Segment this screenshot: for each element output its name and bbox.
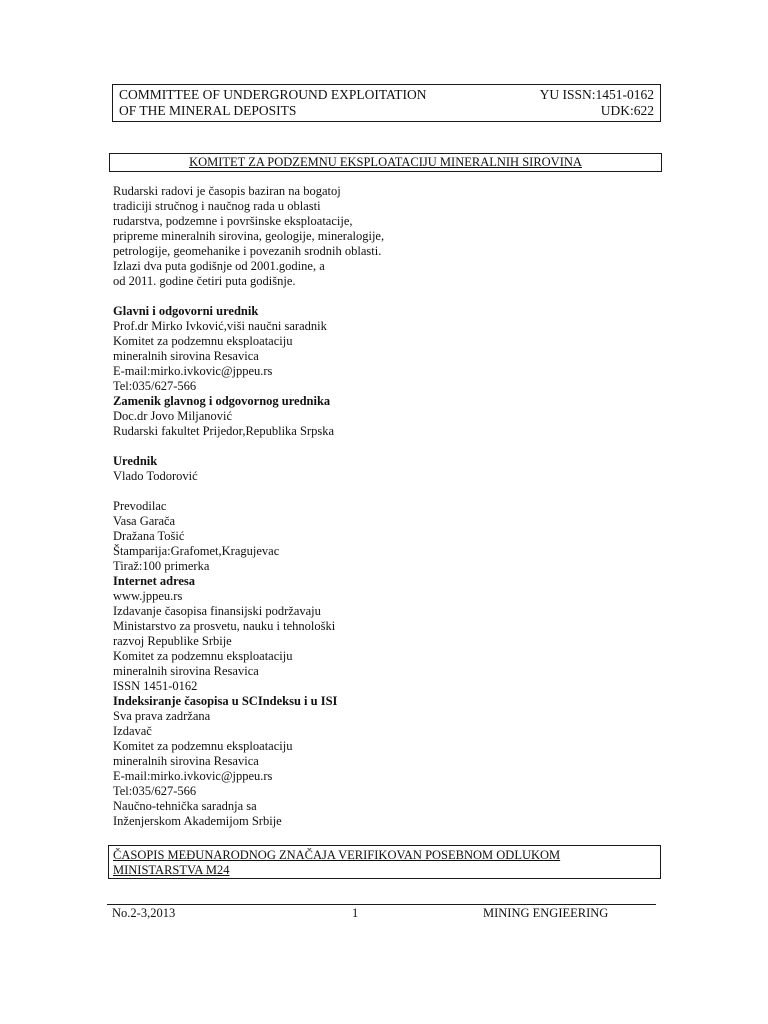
header-row-2: [119, 103, 654, 119]
issn: YU ISSN:1451-0162: [539, 87, 654, 102]
indexing-line: Sva prava zadržana: [113, 709, 211, 723]
editor-in-chief-line: Prof.dr Mirko Ivković,viši naučni saradnik: [113, 319, 327, 333]
journal-info: [113, 184, 533, 829]
editor-in-chief-line: mineralnih sirovina Resavica: [113, 349, 259, 363]
internet-line: Ministarstvo za prosvetu, nauku i tehnološki: [113, 619, 336, 633]
publisher-phone: Tel:035/627-566: [113, 784, 197, 798]
committee-name-line1: COMMITTEE OF UNDERGROUND EXPLOITATION: [119, 87, 427, 102]
verification-box: [108, 845, 661, 879]
intro-line: od 2011. godine četiri puta godišnje.: [113, 274, 296, 288]
editor-in-chief-heading: Glavni i odgovorni urednik: [113, 304, 259, 318]
translator-name: Vasa Garača: [113, 514, 176, 528]
indexing-line: Inženjerskom Akademijom Srbije: [113, 814, 282, 828]
website-url: www.jppeu.rs: [113, 589, 183, 603]
intro-line: petrologije, geomehanike i povezanih srodnih oblasti.: [113, 244, 382, 258]
committee-name-line2: OF THE MINERAL DEPOSITS: [119, 103, 297, 118]
circulation: Tiraž:100 primerka: [113, 559, 210, 573]
editor-heading: Urednik: [113, 454, 158, 468]
internet-line: mineralnih sirovina Resavica: [113, 664, 259, 678]
header-row-1: [119, 87, 654, 103]
spacer: [113, 439, 533, 454]
deputy-editor-heading: Zamenik glavnog i odgovornog urednika: [113, 394, 331, 408]
intro-line: rudarstva, podzemne i površinske eksploatacije,: [113, 214, 353, 228]
deputy-editor-line: Rudarski fakultet Prijedor,Republika Srpska: [113, 424, 334, 438]
intro-line: Izlazi dva puta godišnje od 2001.godine, a: [113, 259, 325, 273]
editor-line: Vlado Todorović: [113, 469, 198, 483]
indexing-heading: Indeksiranje časopisa u SCIndeksu i u ISI: [113, 694, 338, 708]
intro-line: pripreme mineralnih sirovina, geologije, mineralogije,: [113, 229, 385, 243]
translator-label: Prevodilac: [113, 499, 167, 513]
intro-line: tradiciji stručnog i naučnog rada u oblasti: [113, 199, 321, 213]
intro-line: Rudarski radovi je časopis baziran na bogatoj: [113, 184, 341, 198]
issn-line: ISSN 1451-0162: [113, 679, 198, 693]
footer-divider: [107, 904, 656, 905]
udk: UDK:622: [600, 103, 654, 118]
committee-banner-text: KOMITET ZA PODZEMNU EKSPLOATACIJU MINERALNIH SIROVINA: [189, 155, 582, 169]
internet-line: Izdavanje časopisa finansijski podržavaju: [113, 604, 321, 618]
internet-line: razvoj Republike Srbije: [113, 634, 232, 648]
printing-house: Štamparija:Grafomet,Kragujevac: [113, 544, 280, 558]
intro-paragraph: [113, 184, 533, 289]
header-box: [112, 84, 661, 122]
journal-name: MINING ENGIEERING: [483, 906, 609, 920]
internet-line: Komitet za podzemnu eksploataciju: [113, 649, 293, 663]
verification-line1: ČASOPIS MEĐUNARODNOG ZNAČAJA VERIFIKOVAN POSEBNOM ODLUKOM: [113, 848, 561, 862]
issue-number: No.2-3,2013: [112, 906, 176, 920]
editor-in-chief-phone: Tel:035/627-566: [113, 379, 197, 393]
indexing-line: mineralnih sirovina Resavica: [113, 754, 259, 768]
spacer: [113, 289, 533, 304]
translator-name: Dražana Tošić: [113, 529, 185, 543]
publisher-email: E-mail:mirko.ivkovic@jppeu.rs: [113, 769, 273, 783]
deputy-editor-line: Doc.dr Jovo Miljanović: [113, 409, 233, 423]
committee-banner: [109, 153, 662, 172]
internet-heading: Internet adresa: [113, 574, 196, 588]
verification-line2: MINISTARSTVA M24: [113, 863, 230, 877]
editor-in-chief-email: E-mail:mirko.ivkovic@jppeu.rs: [113, 364, 273, 378]
spacer: [113, 484, 533, 499]
editor-in-chief-line: Komitet za podzemnu eksploataciju: [113, 334, 293, 348]
page-number: 1: [352, 906, 359, 920]
indexing-line: Komitet za podzemnu eksploataciju: [113, 739, 293, 753]
indexing-line: Naučno-tehnička saradnja sa: [113, 799, 257, 813]
indexing-line: Izdavač: [113, 724, 152, 738]
